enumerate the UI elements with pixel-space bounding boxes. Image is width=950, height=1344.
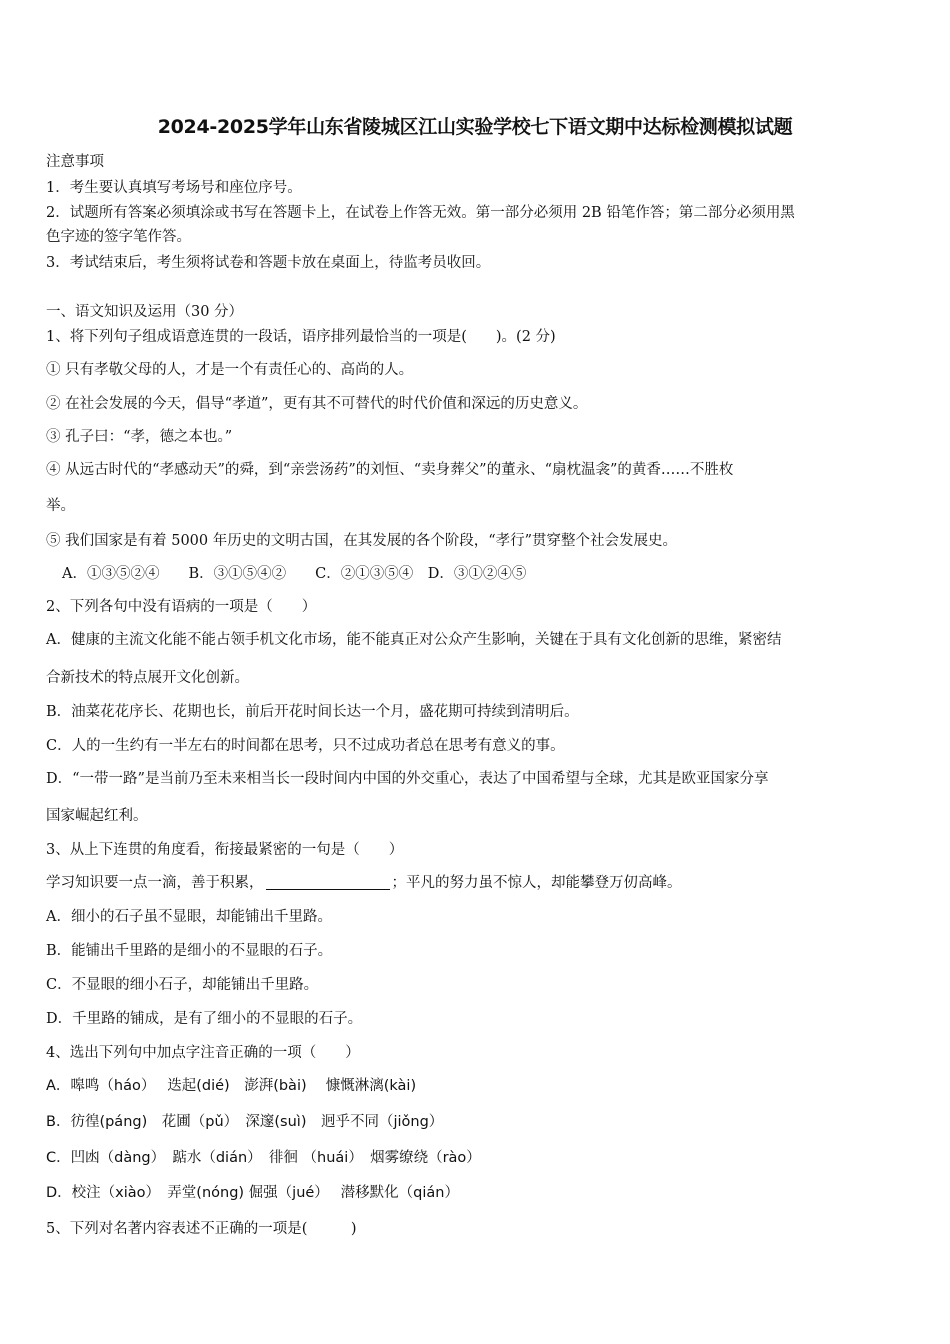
q3-option-c: C．不显眼的细小石子，却能铺出千里路。 xyxy=(46,977,319,993)
q2-option-d-line-2: 国家崛起红利。 xyxy=(46,808,148,824)
q1-sentence-4-line-2: 举。 xyxy=(46,498,75,514)
notice-item-2-line-1: 2．试题所有答案必须填涂或书写在答题卡上，在试卷上作答无效。第一部分必须用 2B 铅笔作答；第二部分必须用黑 xyxy=(46,205,795,221)
q3-option-b: B．能铺出千里路的是细小的不显眼的石子。 xyxy=(46,943,333,959)
q3-sentence xyxy=(46,873,682,893)
q2-option-a-line-2: 合新技术的特点展开文化创新。 xyxy=(46,670,249,686)
notice-item-1: 1．考生要认真填写考场号和座位序号。 xyxy=(46,180,302,196)
q4-option-a: A．嗥鸣（háo） 迭起(dié) 澎湃(bài) 慷慨淋漓(kài) xyxy=(46,1078,417,1094)
q3-option-a: A．细小的石子虽不显眼，却能铺出千里路。 xyxy=(46,909,332,925)
q1-sentence-1: ① 只有孝敬父母的人，才是一个有责任心的、高尚的人。 xyxy=(46,362,414,378)
notice-item-3: 3．考试结束后，考生须将试卷和答题卡放在桌面上，待监考员收回。 xyxy=(46,255,491,271)
notice-item-2-line-2: 色字迹的签字笔作答。 xyxy=(46,229,191,245)
q1-sentence-5: ⑤ 我们国家是有着 5000 年历史的文明古国，在其发展的各个阶段，“孝行”贯穿整个社会发展史。 xyxy=(46,533,678,549)
q3-sentence-after: ；平凡的努力虽不惊人，却能攀登万仞高峰。 xyxy=(391,875,682,891)
page-title: 2024-2025学年山东省陵城区江山实验学校七下语文期中达标检测模拟试题 xyxy=(157,116,793,138)
q5-stem: 5、下列对名著内容表述不正确的一项是( ) xyxy=(46,1221,357,1237)
q3-option-d: D．千里路的铺成，是有了细小的不显眼的石子。 xyxy=(46,1011,363,1027)
q2-stem: 2、下列各句中没有语病的一项是（ ） xyxy=(46,599,317,615)
q1-sentence-2: ② 在社会发展的今天，倡导“孝道”，更有其不可替代的时代价值和深远的历史意义。 xyxy=(46,396,588,412)
q2-option-b: B．油菜花花序长、花期也长，前后开花时间长达一个月，盛花期可持续到清明后。 xyxy=(46,704,579,720)
q3-stem: 3、从上下连贯的角度看，衔接最紧密的一句是（ ） xyxy=(46,842,404,858)
q3-blank xyxy=(266,875,390,890)
q4-stem: 4、选出下列句中加点字注音正确的一项（ ） xyxy=(46,1045,360,1061)
notice-heading: 注意事项 xyxy=(46,154,104,170)
q3-sentence-before: 学习知识要一点一滴，善于积累， xyxy=(46,875,264,891)
q4-option-d: D．校注（xiào） 弄堂(nóng) 倔强（jué） 潜移默化（qián） xyxy=(46,1185,459,1201)
q4-option-b: B．彷徨(páng) 花圃（pǔ） 深邃(suì) 迥乎不同（jiǒng） xyxy=(46,1114,444,1130)
q1-sentence-3: ③ 孔子曰：“孝，德之本也。” xyxy=(46,429,233,445)
q1-options: A．①③⑤②④ B．③①⑤④② C．②①③⑤④ D．③①②④⑤ xyxy=(62,566,527,582)
q2-option-d-line-1: D．“一带一路”是当前乃至未来相当长一段时间内中国的外交重心，表达了中国希望与全球，尤其是欧亚国家分享 xyxy=(46,771,769,787)
q1-stem: 1、将下列句子组成语意连贯的一段话，语序排列最恰当的一项是( )。(2 分) xyxy=(46,329,556,345)
q4-option-c: C．凹凼（dàng） 踮水（dián） 徘徊 （huái） 烟雾缭绕（rào） xyxy=(46,1150,481,1166)
q2-option-a-line-1: A．健康的主流文化能不能占领手机文化市场，能不能真正对公众产生影响，关键在于具有文化创新的思维，紧密结 xyxy=(46,632,782,648)
section-heading: 一、语文知识及运用（30 分） xyxy=(46,304,244,320)
q1-sentence-4-line-1: ④ 从远古时代的“孝感动天”的舜，到“亲尝汤药”的刘恒、“卖身葬父”的董永、“扇枕温衾”的黄香……不胜枚 xyxy=(46,462,734,478)
q2-option-c: C．人的一生约有一半左右的时间都在思考，只不过成功者总在思考有意义的事。 xyxy=(46,738,565,754)
